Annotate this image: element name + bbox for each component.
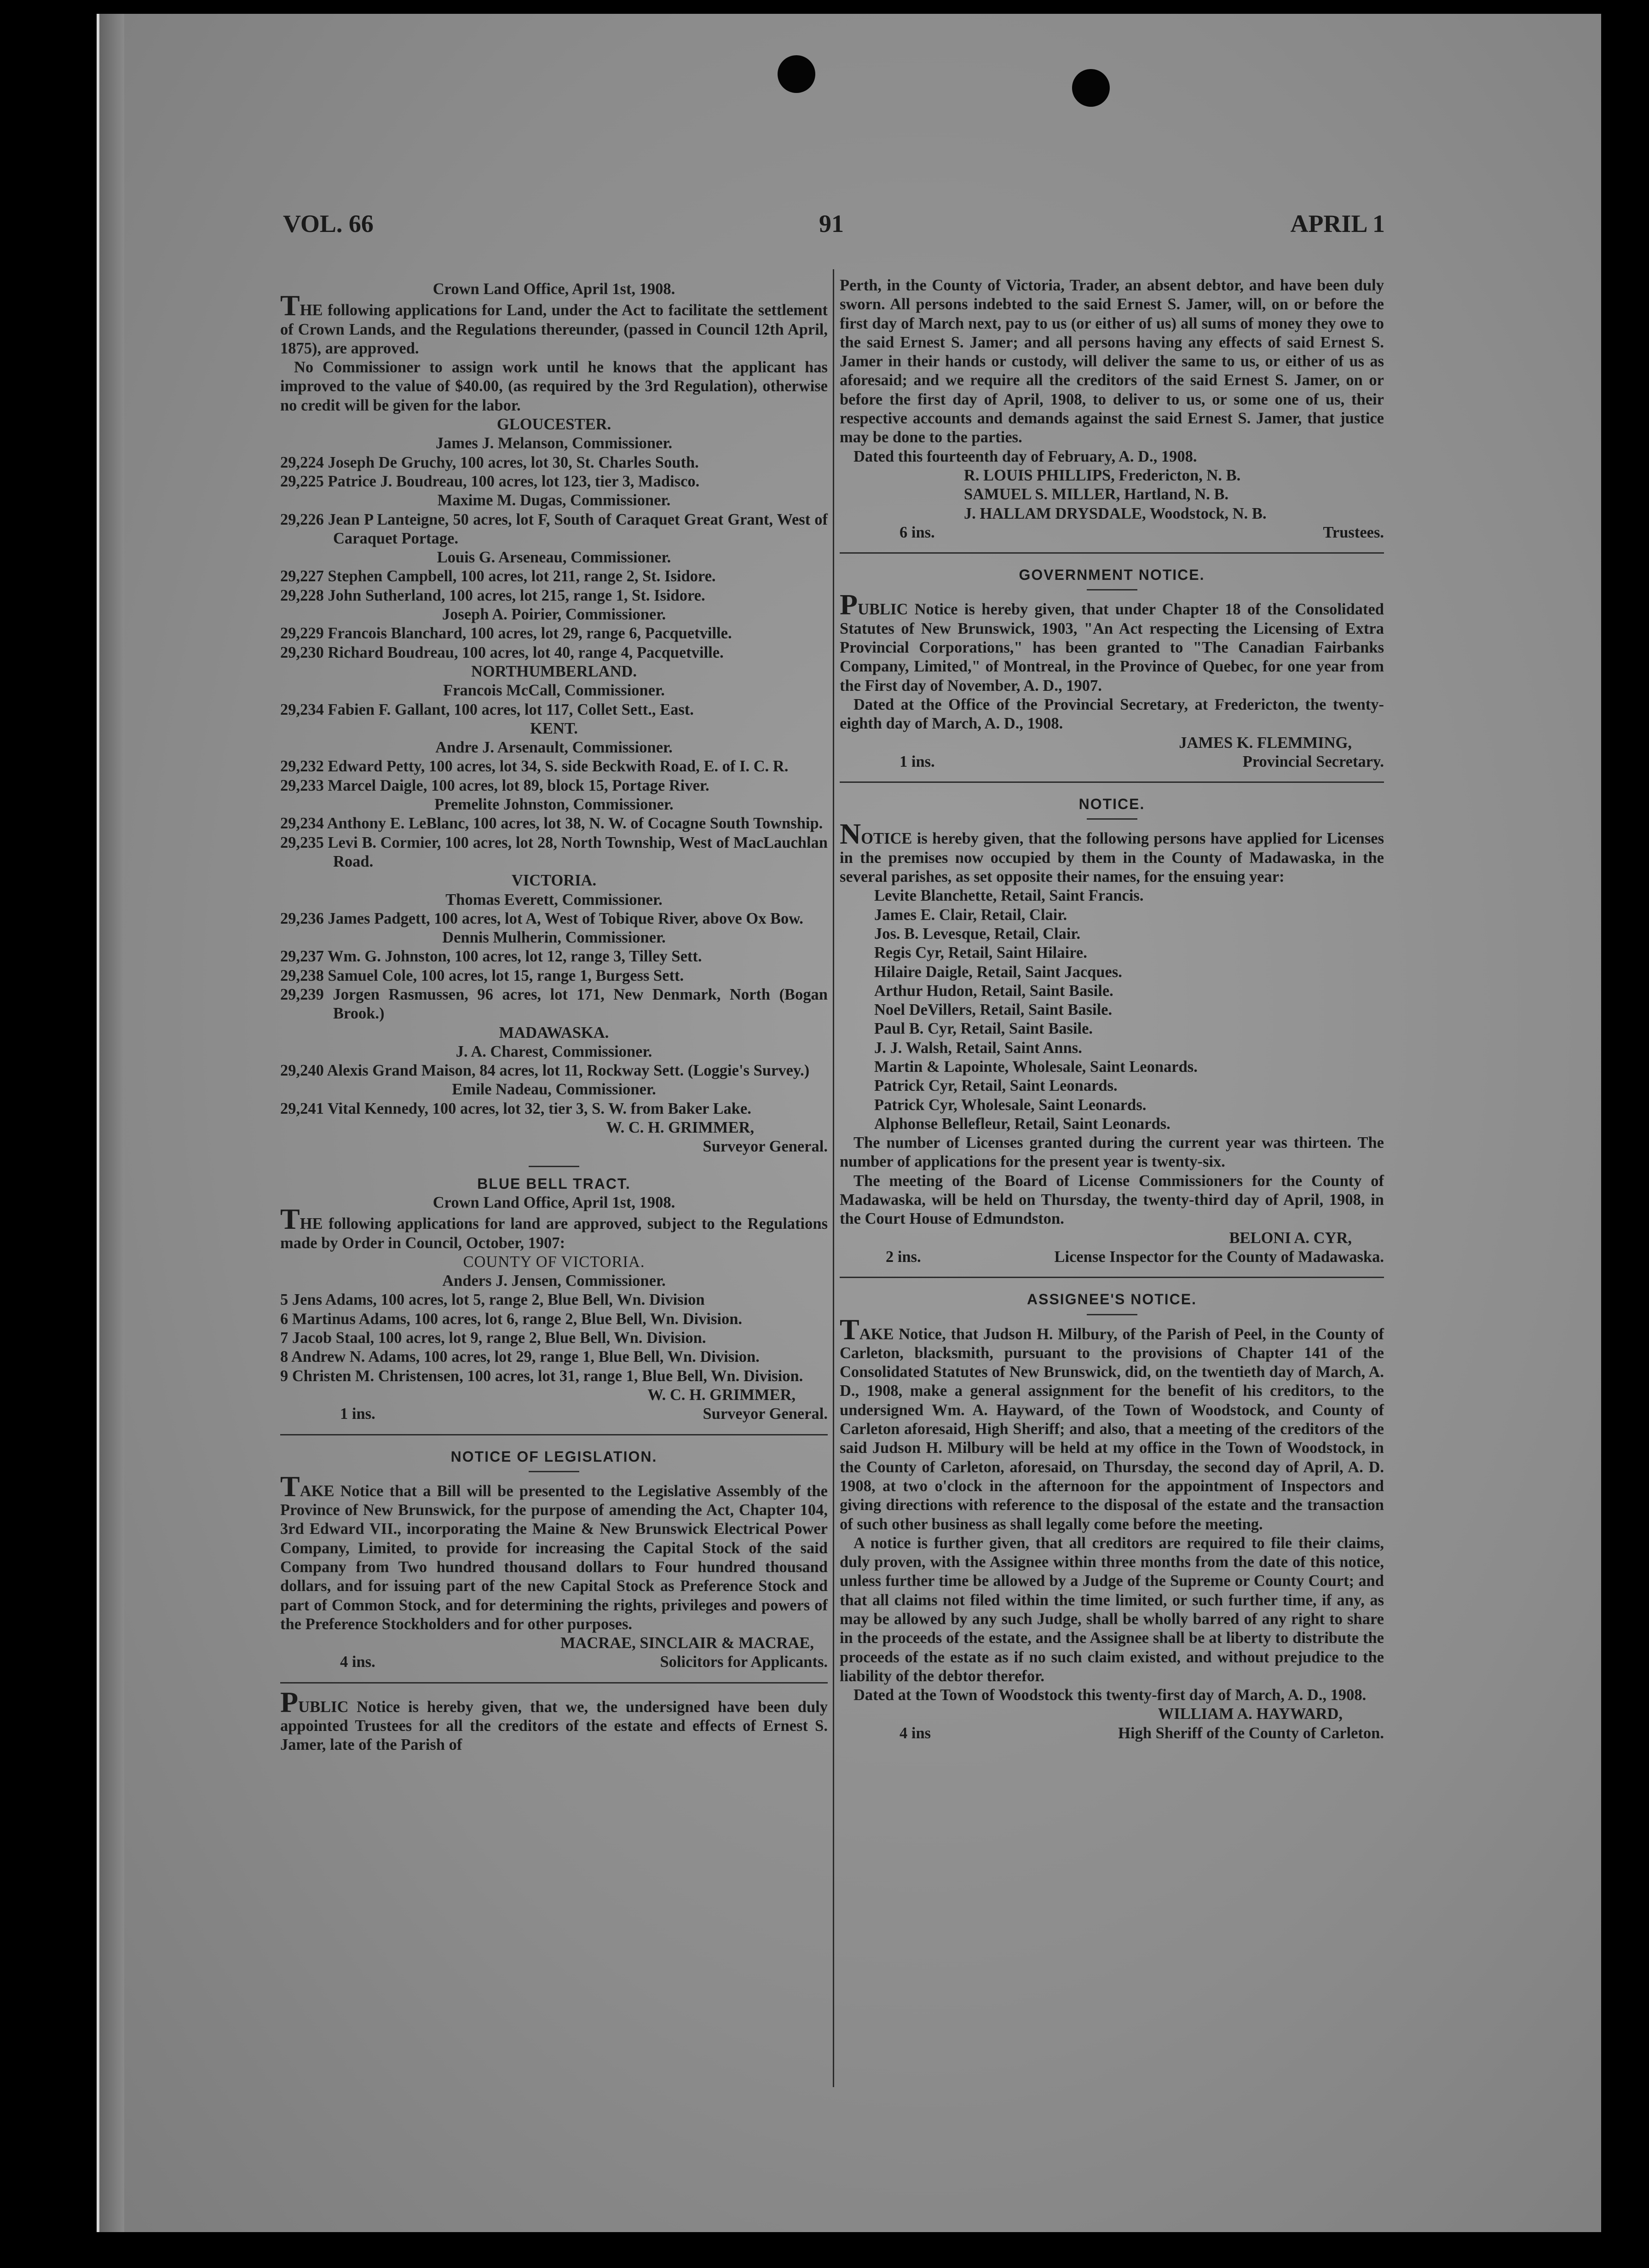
commissioner-line: Francois McCall, Commissioner. bbox=[443, 682, 665, 700]
government-notice-signature-title: Provincial Secretary. bbox=[1242, 752, 1384, 770]
assignee-notice-insertions: 4 ins bbox=[899, 1724, 931, 1742]
county-heading: GLOUCESTER. bbox=[496, 416, 611, 434]
government-notice-insertions: 1 ins. bbox=[899, 752, 935, 770]
county-heading: MADAWASKA. bbox=[499, 1024, 609, 1041]
punch-hole-left bbox=[778, 55, 815, 93]
licensee-item: Arthur Hudon, Retail, Saint Basile. bbox=[874, 982, 1113, 1000]
volume-label: VOL. 66 bbox=[283, 210, 374, 237]
section-rule bbox=[840, 1277, 1384, 1278]
blue-bell-title: BLUE BELL TRACT. bbox=[477, 1175, 631, 1192]
license-count: The number of Licenses granted during the current year was thirteen. The number of applications for the present year is twenty-six. bbox=[840, 1134, 1384, 1171]
column-divider bbox=[833, 269, 834, 2087]
legislation-body: TAKE Notice that a Bill will be presented to the Legislative Assembly of the Province of New Brunswick, for the purpose of amending the Act, Chapter 104, 3rd Edward VII., incorporating the Maine & New Brunswick Electrical Power Company, Limited, to provide for increasing the Capital Stock of the said Company from Two hundred thousand dollars to Four hundred thousand dollars, and for issuing part of the new Capital Stock as Preference Stock and part of Common Stock, and for determining the rights, privileges and powers of the Preference Stockholders and for other purposes. bbox=[280, 1470, 828, 1633]
land-entry: 29,229 Francois Blanchard, 100 acres, lot 29, range 6, Pacquetville. bbox=[280, 625, 732, 642]
licensee-item: Alphonse Bellefleur, Retail, Saint Leonards. bbox=[874, 1115, 1170, 1133]
assignee-notice-signature-title: High Sheriff of the County of Carleton. bbox=[1118, 1724, 1384, 1742]
legislation-signature: MACRAE, SINCLAIR & MACRAE, bbox=[560, 1634, 814, 1652]
page-number: 91 bbox=[819, 210, 844, 237]
crown-land-heading: Crown Land Office, April 1st, 1908. bbox=[432, 280, 675, 298]
blue-bell-signature-title: Surveyor General. bbox=[703, 1405, 828, 1423]
assignee-notice-title: ASSIGNEE'S NOTICE. bbox=[1027, 1291, 1197, 1308]
land-entry: 29,230 Richard Boudreau, 100 acres, lot 40, range 4, Pacquetville. bbox=[280, 643, 724, 661]
short-rule bbox=[529, 1471, 579, 1472]
commissioner-line: Joseph A. Poirier, Commissioner. bbox=[442, 606, 666, 624]
land-entry: 29,234 Anthony E. LeBlanc, 100 acres, lot 38, N. W. of Cocagne South Township. bbox=[280, 815, 823, 833]
land-entry: 29,232 Edward Petty, 100 acres, lot 34, S. side Beckwith Road, E. of I. C. R. bbox=[280, 758, 789, 775]
license-notice-signature: BELONI A. CYR, bbox=[1229, 1229, 1352, 1247]
blue-bell-entry: 7 Jacob Staal, 100 acres, lot 9, range 2, Blue Bell, Wn. Division. bbox=[280, 1329, 706, 1347]
blue-bell-entries bbox=[280, 1290, 828, 1385]
land-entry: 29,225 Patrice J. Boudreau, 100 acres, lot 123, tier 3, Madisco. bbox=[280, 472, 700, 490]
commissioner-line: Louis G. Arseneau, Commissioner. bbox=[437, 549, 671, 567]
licensee-item: Patrick Cyr, Wholesale, Saint Leonards. bbox=[874, 1096, 1147, 1114]
government-notice-dated: Dated at the Office of the Provincial Secretary, at Fredericton, the twenty-eighth day of March, A. D., 1908. bbox=[840, 695, 1384, 733]
short-rule bbox=[1087, 589, 1137, 590]
land-entry: 29,236 James Padgett, 100 acres, lot A, West of Tobique River, above Ox Bow. bbox=[280, 909, 803, 927]
legislation-signature-title: Solicitors for Applicants. bbox=[660, 1653, 828, 1671]
assignee-notice-body: TAKE Notice, that Judson H. Milbury, of the Parish of Peel, in the County of Carleton, blacksmith, pursuant to the provisions of Chapter 141 of the Consolidated Statutes of New Brunswick, did, on the twentieth day of March, A. D., 1908, make a general assignment for the benefit of his creditors, to the undersigned Wm. A. Hayward, of the Town of Woodstock, and County of Carleton aforesaid, High Sheriff; and also, that a meeting of the creditors of the said Judson H. Milbury will be held at my office in the Town of Woodstock, in the County of Carleton, aforesaid, on Thursday, the second day of April, A. D. 1908, at two o'clock in the afternoon for the appointment of Inspectors and giving directions with reference to the disposal of the estate and the transaction of such other business as shall legally come before the meeting. bbox=[840, 1313, 1384, 1533]
crown-land-entries bbox=[280, 415, 828, 1118]
short-rule bbox=[1087, 1314, 1137, 1315]
assignee-notice-signature: WILLIAM A. HAYWARD, bbox=[1158, 1705, 1343, 1723]
legislation-footer bbox=[280, 1653, 828, 1672]
land-entry: 29,226 Jean P Lanteigne, 50 acres, lot F, South of Caraquet Great Grant, West of Caraquet Portage. bbox=[280, 510, 828, 547]
trustee-name: J. HALLAM DRYSDALE, Woodstock, N. B. bbox=[964, 504, 1267, 522]
trustee-name: R. LOUIS PHILLIPS, Fredericton, N. B. bbox=[964, 466, 1241, 484]
blue-bell-entry: 6 Martinus Adams, 100 acres, lot 6, range 2, Blue Bell, Wn. Division. bbox=[280, 1310, 743, 1328]
license-notice-footer bbox=[840, 1248, 1384, 1267]
licensee-item: Regis Cyr, Retail, Saint Hilaire. bbox=[874, 944, 1087, 962]
blue-bell-insertions: 1 ins. bbox=[340, 1405, 375, 1423]
assignee-notice-footer bbox=[840, 1724, 1384, 1743]
left-column bbox=[280, 280, 828, 1755]
trustees-title: Trustees. bbox=[1323, 523, 1384, 541]
commissioner-line: Premelite Johnston, Commissioner. bbox=[434, 796, 674, 814]
licensee-item: Martin & Lapointe, Wholesale, Saint Leonards. bbox=[874, 1058, 1198, 1076]
short-rule bbox=[1087, 818, 1137, 820]
land-entry: 29,238 Samuel Cole, 100 acres, lot 15, range 1, Burgess Sett. bbox=[280, 966, 684, 984]
section-rule bbox=[840, 552, 1384, 554]
government-notice-footer bbox=[840, 752, 1384, 771]
county-heading: VICTORIA. bbox=[511, 872, 597, 890]
licensee-list bbox=[840, 886, 1384, 1134]
license-notice-insertions: 2 ins. bbox=[886, 1248, 921, 1266]
commissioner-line: James J. Melanson, Commissioner. bbox=[435, 434, 673, 452]
legislation-title: NOTICE OF LEGISLATION. bbox=[450, 1448, 657, 1465]
commissioner-line: Thomas Everett, Commissioner. bbox=[445, 891, 663, 908]
licensee-item: Noel DeVillers, Retail, Saint Basile. bbox=[874, 1001, 1113, 1019]
blue-bell-footer bbox=[280, 1405, 828, 1423]
commissioner-line: Maxime M. Dugas, Commissioner. bbox=[437, 492, 671, 509]
government-notice-signature: JAMES K. FLEMMING, bbox=[1179, 734, 1352, 752]
page-binding-shadow bbox=[97, 14, 124, 2232]
trustees-dated: Dated this fourteenth day of February, A. D., 1908. bbox=[853, 447, 1197, 465]
commissioner-line: Dennis Mulherin, Commissioner. bbox=[442, 929, 666, 947]
masthead bbox=[283, 209, 1385, 242]
section-rule bbox=[280, 1682, 828, 1684]
land-entry: 29,239 Jorgen Rasmussen, 96 acres, lot 171, New Denmark, North (Bogan Brook.) bbox=[280, 985, 828, 1023]
blue-bell-entry: 5 Jens Adams, 100 acres, lot 5, range 2, Blue Bell, Wn. Division bbox=[280, 1291, 705, 1309]
license-notice-signature-title: License Inspector for the County of Madawaska. bbox=[1054, 1248, 1384, 1266]
county-heading: KENT. bbox=[530, 719, 578, 737]
licensee-item: J. J. Walsh, Retail, Saint Anns. bbox=[874, 1039, 1082, 1057]
licensee-item: Hilaire Daigle, Retail, Saint Jacques. bbox=[874, 963, 1122, 981]
crown-land-signature-title: Surveyor General. bbox=[703, 1138, 828, 1156]
license-notice-body: NOTICE is hereby given, that the following persons have applied for Licenses in the premises now occupied by them in the County of Madawaska, in the several parishes, as set opposite their names, for the ensuing year: bbox=[840, 817, 1384, 886]
crown-land-signature: W. C. H. GRIMMER, bbox=[606, 1119, 754, 1137]
short-rule bbox=[529, 1166, 579, 1167]
land-entry: 29,233 Marcel Daigle, 100 acres, lot 89, block 15, Portage River. bbox=[280, 776, 709, 794]
commissioner-line: Andre J. Arsenault, Commissioner. bbox=[435, 739, 673, 757]
blue-bell-county: COUNTY OF VICTORIA. bbox=[463, 1253, 645, 1271]
punch-hole-right bbox=[1072, 69, 1110, 107]
commissioner-line: J. A. Charest, Commissioner. bbox=[455, 1042, 652, 1060]
blue-bell-signature: W. C. H. GRIMMER, bbox=[647, 1386, 796, 1404]
county-heading: NORTHUMBERLAND. bbox=[471, 662, 637, 680]
trustees-notice-start: PUBLIC Notice is hereby given, that we, the undersigned have been duly appointed Trustees for all the creditors of the estate and effects of Ernest S. Jamer, late of the Parish of bbox=[280, 1685, 828, 1754]
land-entry: 29,235 Levi B. Cormier, 100 acres, lot 28, North Township, West of MacLauchlan Road. bbox=[280, 833, 828, 870]
blue-bell-heading: Crown Land Office, April 1st, 1908. bbox=[432, 1193, 675, 1211]
licensee-item: James E. Clair, Retail, Clair. bbox=[874, 906, 1067, 924]
legislation-insertions: 4 ins. bbox=[340, 1653, 375, 1671]
government-notice-body: PUBLIC Notice is hereby given, that under Chapter 18 of the Consolidated Statutes of New Brunswick, 1903, "An Act respecting the Licensing of Extra Provincial Corporations," has been granted to "The Canadian Fairbanks Company, Limited," of Montreal, in the Province of Quebec, for one year from the First day of November, A. D., 1907. bbox=[840, 588, 1384, 694]
licensee-item: Jos. B. Levesque, Retail, Clair. bbox=[874, 925, 1081, 943]
trustees-notice-continued: Perth, in the County of Victoria, Trader, an absent debtor, and have been duly sworn. All persons indebted to the said Ernest S. Jamer, will, on or before the first day of March next, pay to us (or either of us) all sums of money they owe to the said Ernest S. Jamer; and all persons having any effects of said Ernest S. Jamer in their hands or custody, will deliver the same to us, or either of us as aforesaid; and we require all the creditors of the said Ernest S. Jamer, on or before the first day of April, 1908, to deliver to us, or some one of us, their respective accounts and demands against the said Ernest S. Jamer, that justice may be done to the parties. bbox=[840, 277, 1384, 446]
crown-land-note: No Commissioner to assign work until he knows that the applicant has improved to the value of $40.00, (as required by the 3rd Regulation), otherwise no credit will be given for the labor. bbox=[280, 359, 828, 414]
government-notice-title: GOVERNMENT NOTICE. bbox=[1019, 567, 1205, 584]
land-entry: 29,240 Alexis Grand Maison, 84 acres, lot 11, Rockway Sett. (Loggie's Survey.) bbox=[280, 1062, 810, 1080]
crown-land-intro: THE following applications for Land, under the Act to facilitate the settlement of Crown Lands, and the Regulations thereunder, (passed in Council 12th April, 1875), are approved. bbox=[280, 289, 828, 357]
license-notice-title: NOTICE. bbox=[1078, 796, 1145, 813]
commissioner-line: Emile Nadeau, Commissioner. bbox=[452, 1081, 656, 1099]
page-edge bbox=[97, 14, 99, 2232]
assignee-notice-further: A notice is further given, that all creditors are required to file their claims, duly proven, with the Assignee within three months from the date of this notice, unless further time be allowed by a Judge of the Supreme or County Court; and that all claims not filed within the time limited, or such further time, if any, as may be allowed by any such Judge, shall be wholly barred of any right to share in the proceeds of the estate, and the Assignee shall be at liberty to distribute the proceeds of the estate as if no such claim existed, and without prejudice to the liability of the debtor therefor. bbox=[840, 1534, 1384, 1685]
section-rule bbox=[280, 1434, 828, 1435]
licensee-item: Paul B. Cyr, Retail, Saint Basile. bbox=[874, 1020, 1093, 1038]
license-meeting: The meeting of the Board of License Commissioners for the County of Madawaska, will be held on Thursday, the twenty-third day of April, 1908, in the Court House of Edmundston. bbox=[840, 1172, 1384, 1228]
land-entry: 29,228 John Sutherland, 100 acres, lot 215, range 1, St. Isidore. bbox=[280, 586, 705, 604]
land-entry: 29,227 Stephen Campbell, 100 acres, lot 211, range 2, St. Isidore. bbox=[280, 567, 716, 585]
blue-bell-entry: 9 Christen M. Christensen, 100 acres, lot 31, range 1, Blue Bell, Wn. Division. bbox=[280, 1367, 803, 1385]
assignee-notice-dated: Dated at the Town of Woodstock this twenty-first day of March, A. D., 1908. bbox=[853, 1686, 1366, 1704]
trustees-names bbox=[840, 466, 1384, 523]
section-rule bbox=[840, 781, 1384, 783]
land-entry: 29,241 Vital Kennedy, 100 acres, lot 32, tier 3, S. W. from Baker Lake. bbox=[280, 1099, 751, 1117]
land-entry: 29,224 Joseph De Gruchy, 100 acres, lot 30, St. Charles South. bbox=[280, 453, 699, 471]
right-column bbox=[840, 276, 1384, 1743]
land-entry: 29,237 Wm. G. Johnston, 100 acres, lot 12, range 3, Tilley Sett. bbox=[280, 948, 702, 966]
licensee-item: Levite Blanchette, Retail, Saint Francis. bbox=[874, 887, 1144, 905]
blue-bell-entry: 8 Andrew N. Adams, 100 acres, lot 29, range 1, Blue Bell, Wn. Division. bbox=[280, 1348, 760, 1366]
trustees-footer bbox=[840, 523, 1384, 542]
blue-bell-intro: THE following applications for land are approved, subject to the Regulations made by Order in Council, October, 1907: bbox=[280, 1203, 828, 1252]
licensee-item: Patrick Cyr, Retail, Saint Leonards. bbox=[874, 1077, 1118, 1095]
trustee-name: SAMUEL S. MILLER, Hartland, N. B. bbox=[964, 486, 1229, 503]
land-entry: 29,234 Fabien F. Gallant, 100 acres, lot 117, Collet Sett., East. bbox=[280, 700, 694, 718]
blue-bell-commissioner: Anders J. Jensen, Commissioner. bbox=[442, 1272, 666, 1290]
trustees-insertions: 6 ins. bbox=[899, 523, 935, 541]
issue-date: APRIL 1 bbox=[1290, 210, 1385, 237]
